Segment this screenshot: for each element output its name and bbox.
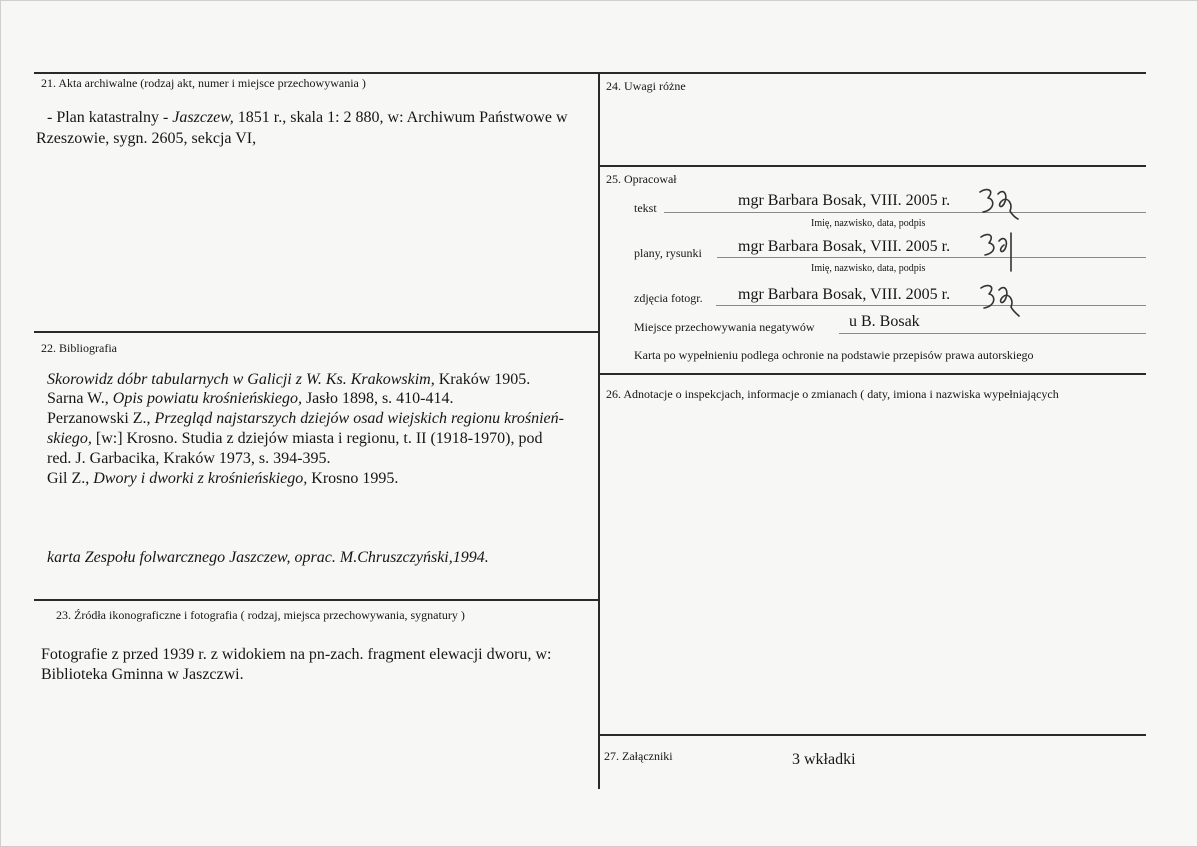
section-21-line-1: - Plan katastralny - Jaszczew, 1851 r., skala 1: 2 880, w: Archiwum Państwowe w bbox=[47, 109, 568, 126]
section-23-line-2: Biblioteka Gminna w Jaszczwi. bbox=[41, 666, 244, 683]
zdjecia-field-line bbox=[716, 305, 1146, 306]
bibliography-entry-3-cont: skiego, [w:] Krosno. Studia z dziejów miasta i regionu, t. II (1918-1970), pod bbox=[47, 430, 543, 447]
copyright-note: Karta po wypełnieniu podlega ochronie na podstawie przepisów prawa autorskiego bbox=[634, 348, 1034, 362]
bibliography-entry-3-cont2: red. J. Garbacika, Kraków 1973, s. 394-395. bbox=[47, 450, 331, 467]
bibliography-entry-2: Sarna W., Opis powiatu krośnieńskiego, Jasło 1898, s. 410-414. bbox=[47, 390, 454, 407]
rule-21-22 bbox=[34, 331, 600, 333]
tekst-caption: Imię, nazwisko, data, podpis bbox=[811, 218, 926, 229]
bibliography-entry-5: karta Zespołu folwarcznego Jaszczew, oprac. M.Chruszczyński,1994. bbox=[47, 549, 489, 566]
rule-25-26 bbox=[599, 373, 1146, 375]
plany-field-line bbox=[717, 257, 1146, 258]
zdjecia-label: zdjęcia fotogr. bbox=[634, 291, 703, 305]
section-22-label: 22. Bibliografia bbox=[41, 341, 117, 355]
tekst-field-line bbox=[664, 212, 1146, 213]
signature-zdjecia bbox=[975, 280, 1027, 320]
section-24-label: 24. Uwagi różne bbox=[606, 79, 686, 93]
miejsce-value: u B. Bosak bbox=[849, 313, 920, 330]
miejsce-field-line bbox=[839, 333, 1146, 334]
section-21-label: 21. Akta archiwalne (rodzaj akt, numer i miejsce przechowywania ) bbox=[41, 76, 366, 90]
bibliography-entry-4: Gil Z., Dwory i dworki z krośnieńskiego, Krosno 1995. bbox=[47, 470, 399, 487]
rule-24-25 bbox=[599, 165, 1146, 167]
section-23-line-1: Fotografie z przed 1939 r. z widokiem na pn-zach. fragment elewacji dworu, w: bbox=[41, 646, 552, 663]
zdjecia-value: mgr Barbara Bosak, VIII. 2005 r. bbox=[738, 286, 951, 303]
rule-22-23 bbox=[34, 599, 600, 601]
column-divider bbox=[598, 72, 600, 789]
miejsce-label: Miejsce przechowywania negatywów bbox=[634, 320, 815, 334]
section-27-label: 27. Załączniki bbox=[604, 749, 673, 763]
section-27-value: 3 wkładki bbox=[792, 751, 856, 768]
signature-tekst bbox=[973, 184, 1025, 224]
tekst-value: mgr Barbara Bosak, VIII. 2005 r. bbox=[738, 192, 951, 209]
plany-caption: Imię, nazwisko, data, podpis bbox=[811, 263, 926, 274]
section-21-line-2: Rzeszowie, sygn. 2605, sekcja VI, bbox=[36, 130, 257, 147]
plany-value: mgr Barbara Bosak, VIII. 2005 r. bbox=[738, 238, 951, 255]
signature-plany bbox=[977, 229, 1025, 273]
bibliography-entry-3: Perzanowski Z., Przegląd najstarszych dziejów osad wiejskich regionu krośnień- bbox=[47, 410, 564, 427]
section-25-label: 25. Opracował bbox=[606, 172, 677, 186]
top-rule bbox=[34, 72, 1146, 74]
tekst-label: tekst bbox=[634, 201, 657, 215]
section-26-label: 26. Adnotacje o inspekcjach, informacje o zmianach ( daty, imiona i nazwiska wypełniających bbox=[606, 387, 1059, 401]
section-23-label: 23. Źródła ikonograficzne i fotografia ( rodzaj, miejsca przechowywania, sygnatury ) bbox=[56, 608, 465, 622]
plany-label: plany, rysunki bbox=[634, 246, 702, 260]
bibliography-entry-1: Skorowidz dóbr tabularnych w Galicji z W. Ks. Krakowskim, Kraków 1905. bbox=[47, 371, 531, 388]
rule-26-27 bbox=[599, 734, 1146, 736]
